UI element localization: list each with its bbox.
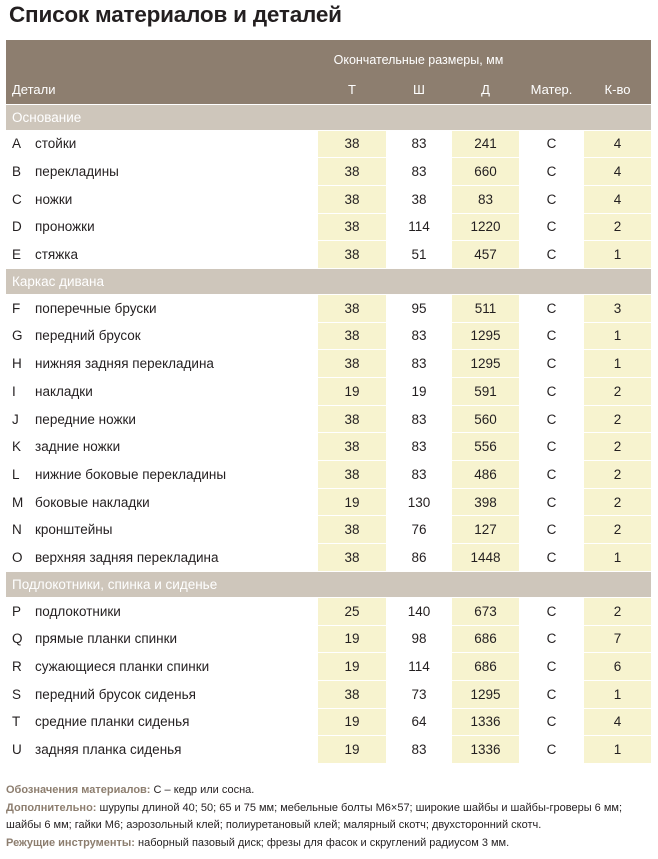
table-row <box>6 405 651 433</box>
part-name: подлокотники <box>32 597 318 625</box>
part-letter: G <box>6 322 32 350</box>
part-thickness: 38 <box>318 130 386 158</box>
table-row <box>6 516 651 544</box>
note-extra <box>6 800 654 818</box>
part-width: 95 <box>386 294 452 322</box>
part-name: кронштейны <box>32 516 318 544</box>
table-header-row <box>6 76 651 104</box>
part-material: С <box>519 350 584 378</box>
table-row <box>6 241 651 269</box>
note-materials <box>6 782 654 800</box>
parts-table <box>6 40 651 764</box>
part-material: С <box>519 461 584 489</box>
part-quantity: 4 <box>584 708 651 736</box>
col-header-parts: Детали <box>6 76 318 104</box>
table-row <box>6 597 651 625</box>
part-width: 140 <box>386 597 452 625</box>
part-name: задние ножки <box>32 433 318 461</box>
table-row <box>6 544 651 572</box>
part-thickness: 19 <box>318 488 386 516</box>
part-quantity: 1 <box>584 544 651 572</box>
part-name: накладки <box>32 378 318 406</box>
part-length: 486 <box>452 461 519 489</box>
part-quantity: 2 <box>584 488 651 516</box>
part-width: 114 <box>386 653 452 681</box>
part-name: ножки <box>32 185 318 213</box>
part-quantity: 1 <box>584 350 651 378</box>
dims-caption: Окончательные размеры, мм <box>318 40 519 76</box>
part-length: 127 <box>452 516 519 544</box>
part-quantity: 2 <box>584 378 651 406</box>
part-name: стойки <box>32 130 318 158</box>
part-length: 1295 <box>452 322 519 350</box>
part-material: С <box>519 405 584 433</box>
part-material: С <box>519 241 584 269</box>
part-quantity: 2 <box>584 597 651 625</box>
part-name: передние ножки <box>32 405 318 433</box>
part-name: прямые планки спинки <box>32 625 318 653</box>
part-quantity: 2 <box>584 405 651 433</box>
part-name: перекладины <box>32 158 318 186</box>
part-thickness: 19 <box>318 708 386 736</box>
part-name: стяжка <box>32 241 318 269</box>
part-length: 457 <box>452 241 519 269</box>
part-length: 1448 <box>452 544 519 572</box>
note-tools-text: наборный пазовый диск; фрезы для фасок и скруглений радиусом 3 мм. <box>134 836 510 849</box>
part-name: нижняя задняя перекладина <box>32 350 318 378</box>
part-thickness: 38 <box>318 433 386 461</box>
part-thickness: 38 <box>318 322 386 350</box>
part-length: 673 <box>452 597 519 625</box>
part-material: С <box>519 544 584 572</box>
part-name: боковые накладки <box>32 488 318 516</box>
part-width: 51 <box>386 241 452 269</box>
part-width: 38 <box>386 185 452 213</box>
part-material: С <box>519 680 584 708</box>
part-name: верхняя задняя перекладина <box>32 544 318 572</box>
notes <box>6 782 654 852</box>
table-row <box>6 708 651 736</box>
part-quantity: 1 <box>584 322 651 350</box>
part-quantity: 4 <box>584 185 651 213</box>
part-quantity: 3 <box>584 294 651 322</box>
section-title: Каркас дивана <box>6 268 651 294</box>
table-row <box>6 185 651 213</box>
part-quantity: 1 <box>584 680 651 708</box>
part-thickness: 38 <box>318 294 386 322</box>
part-material: С <box>519 294 584 322</box>
part-letter: L <box>6 461 32 489</box>
part-thickness: 25 <box>318 597 386 625</box>
part-letter: Q <box>6 625 32 653</box>
section-header <box>6 104 651 130</box>
part-length: 686 <box>452 625 519 653</box>
part-width: 83 <box>386 130 452 158</box>
part-length: 686 <box>452 653 519 681</box>
part-quantity: 2 <box>584 461 651 489</box>
table-row <box>6 625 651 653</box>
note-extra-text-1: шурупы длиной 40; 50; 65 и 75 мм; мебельные болты М6×57; широкие шайбы и шайбы-гроверы 6 мм; <box>96 801 623 814</box>
note-tools <box>6 835 654 853</box>
part-length: 83 <box>452 185 519 213</box>
part-material: С <box>519 213 584 241</box>
part-thickness: 19 <box>318 736 386 764</box>
page-title: Список материалов и деталей <box>9 2 342 27</box>
part-material: С <box>519 158 584 186</box>
part-letter: K <box>6 433 32 461</box>
part-length: 1336 <box>452 736 519 764</box>
part-letter: E <box>6 241 32 269</box>
parts-table-container <box>6 40 651 764</box>
part-material: С <box>519 322 584 350</box>
col-header-width: Ш <box>386 76 452 104</box>
part-letter: N <box>6 516 32 544</box>
col-header-quantity: К-во <box>584 76 651 104</box>
part-quantity: 1 <box>584 736 651 764</box>
table-row <box>6 653 651 681</box>
part-material: С <box>519 488 584 516</box>
table-row <box>6 433 651 461</box>
table-header-row-dims <box>6 40 651 76</box>
part-material: С <box>519 378 584 406</box>
part-length: 660 <box>452 158 519 186</box>
part-name: сужающиеся планки спинки <box>32 653 318 681</box>
part-width: 83 <box>386 158 452 186</box>
note-materials-text: С – кедр или сосна. <box>150 784 255 796</box>
part-width: 98 <box>386 625 452 653</box>
part-thickness: 38 <box>318 680 386 708</box>
part-thickness: 38 <box>318 350 386 378</box>
part-width: 76 <box>386 516 452 544</box>
part-material: С <box>519 653 584 681</box>
part-thickness: 38 <box>318 241 386 269</box>
section-header <box>6 268 651 294</box>
part-material: С <box>519 708 584 736</box>
table-row <box>6 322 651 350</box>
part-length: 511 <box>452 294 519 322</box>
part-width: 83 <box>386 405 452 433</box>
part-letter: M <box>6 488 32 516</box>
part-letter: I <box>6 378 32 406</box>
part-thickness: 38 <box>318 461 386 489</box>
part-letter: B <box>6 158 32 186</box>
table-row <box>6 488 651 516</box>
part-length: 1295 <box>452 350 519 378</box>
part-width: 83 <box>386 461 452 489</box>
col-header-material: Матер. <box>519 76 584 104</box>
part-width: 83 <box>386 350 452 378</box>
part-letter: H <box>6 350 32 378</box>
part-name: поперечные бруски <box>32 294 318 322</box>
part-length: 556 <box>452 433 519 461</box>
table-row <box>6 350 651 378</box>
note-tools-label: Режущие инструменты: <box>6 836 135 849</box>
part-quantity: 7 <box>584 625 651 653</box>
part-thickness: 38 <box>318 185 386 213</box>
part-length: 1220 <box>452 213 519 241</box>
part-name: задняя планка сиденья <box>32 736 318 764</box>
part-name: нижние боковые перекладины <box>32 461 318 489</box>
header-spacer <box>6 40 318 76</box>
part-material: С <box>519 516 584 544</box>
part-width: 19 <box>386 378 452 406</box>
part-thickness: 19 <box>318 378 386 406</box>
part-material: С <box>519 597 584 625</box>
part-quantity: 6 <box>584 653 651 681</box>
table-row <box>6 461 651 489</box>
note-extra-cont <box>6 817 654 835</box>
part-quantity: 4 <box>584 158 651 186</box>
part-letter: C <box>6 185 32 213</box>
part-width: 83 <box>386 322 452 350</box>
part-material: С <box>519 736 584 764</box>
note-extra-label: Дополнительно: <box>6 801 97 814</box>
part-thickness: 38 <box>318 213 386 241</box>
table-row <box>6 294 651 322</box>
part-letter: O <box>6 544 32 572</box>
part-width: 83 <box>386 433 452 461</box>
part-quantity: 2 <box>584 433 651 461</box>
part-thickness: 38 <box>318 405 386 433</box>
table-row <box>6 130 651 158</box>
note-extra-text-2: шайбы 6 мм; гайки М6; аэрозольный клей; полиуретановый клей; малярный скотч; двухсторонний скотч. <box>6 819 542 831</box>
part-thickness: 19 <box>318 653 386 681</box>
part-letter: U <box>6 736 32 764</box>
part-material: С <box>519 625 584 653</box>
part-width: 86 <box>386 544 452 572</box>
section-title: Основание <box>6 104 651 130</box>
part-width: 64 <box>386 708 452 736</box>
part-letter: D <box>6 213 32 241</box>
part-quantity: 4 <box>584 130 651 158</box>
part-quantity: 1 <box>584 241 651 269</box>
part-name: проножки <box>32 213 318 241</box>
part-letter: F <box>6 294 32 322</box>
part-thickness: 19 <box>318 625 386 653</box>
col-header-thickness: Т <box>318 76 386 104</box>
table-row <box>6 736 651 764</box>
part-length: 398 <box>452 488 519 516</box>
part-material: С <box>519 185 584 213</box>
part-thickness: 38 <box>318 158 386 186</box>
part-length: 1336 <box>452 708 519 736</box>
part-name: передний брусок <box>32 322 318 350</box>
section-header <box>6 571 651 597</box>
part-quantity: 2 <box>584 213 651 241</box>
table-row <box>6 213 651 241</box>
part-length: 241 <box>452 130 519 158</box>
part-letter: J <box>6 405 32 433</box>
part-quantity: 2 <box>584 516 651 544</box>
part-width: 73 <box>386 680 452 708</box>
table-body <box>6 104 651 763</box>
part-letter: A <box>6 130 32 158</box>
part-thickness: 38 <box>318 516 386 544</box>
note-materials-label: Обозначения материалов: <box>6 784 151 796</box>
part-length: 560 <box>452 405 519 433</box>
part-letter: T <box>6 708 32 736</box>
part-width: 83 <box>386 736 452 764</box>
part-width: 130 <box>386 488 452 516</box>
table-row <box>6 680 651 708</box>
part-material: С <box>519 433 584 461</box>
part-length: 1295 <box>452 680 519 708</box>
col-header-length: Д <box>452 76 519 104</box>
part-name: средние планки сиденья <box>32 708 318 736</box>
section-title: Подлокотники, спинка и сиденье <box>6 571 651 597</box>
part-width: 114 <box>386 213 452 241</box>
part-letter: R <box>6 653 32 681</box>
table-row <box>6 158 651 186</box>
part-length: 591 <box>452 378 519 406</box>
part-thickness: 38 <box>318 544 386 572</box>
part-letter: S <box>6 680 32 708</box>
table-row <box>6 378 651 406</box>
header-spacer-right <box>519 40 651 76</box>
part-material: С <box>519 130 584 158</box>
part-letter: P <box>6 597 32 625</box>
part-name: передний брусок сиденья <box>32 680 318 708</box>
